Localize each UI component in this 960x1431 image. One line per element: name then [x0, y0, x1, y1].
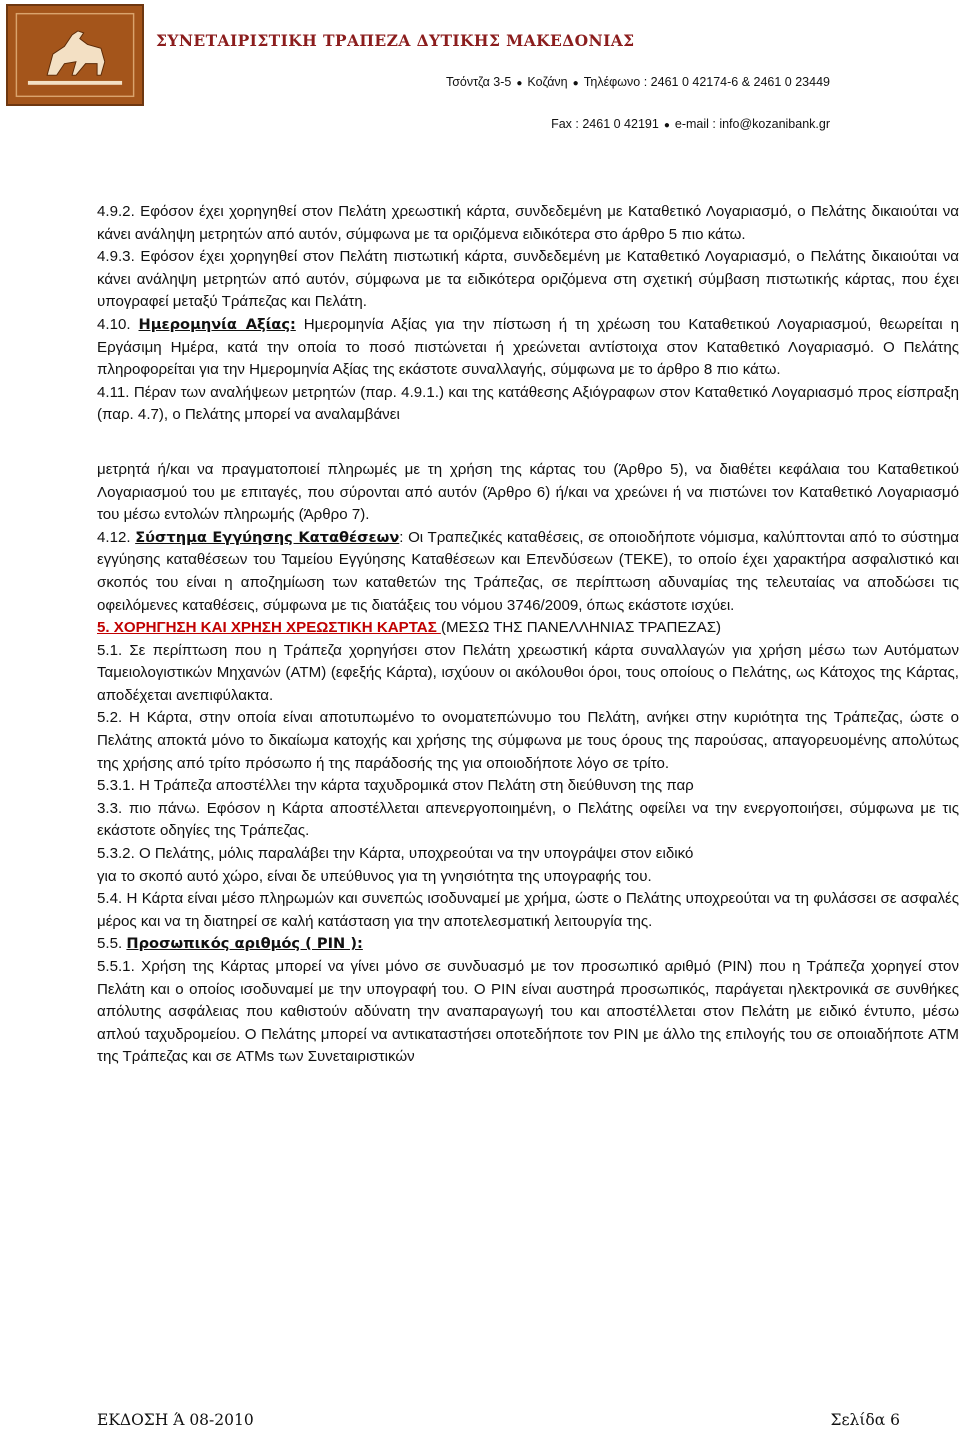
city: Κοζάνη: [527, 75, 568, 89]
paragraph-5-3-1-first-line: 5.3.1. Η Τράπεζα αποστέλλει την κάρτα ταχυδρομικά στον Πελάτη στη διεύθυνση της παρ: [97, 777, 694, 795]
pin-heading: Προσωπικός αριθμός ( PIN ):: [126, 935, 363, 953]
footer-edition: ΕΚΔΟΣΗ Ά 08-2010: [97, 1411, 254, 1429]
bullet-icon: ●: [516, 78, 523, 89]
bullet-icon: ●: [663, 120, 670, 131]
paragraph-5-4: 5.4. Η Κάρτα είναι μέσο πληρωμών και συνεπώς ισοδυναμεί με χρήμα, ώστε ο Πελάτης υποχρεούται να τη φυλάσσει σε ασφαλές μέρος και να τη διατηρεί σε καλή κατάσταση για την αποτελεσματική λειτουργία της.: [97, 890, 959, 930]
paragraph-5-1: 5.1. Σε περίπτωση που η Τράπεζα χορηγήσει στον Πελάτη χρεωστική κάρτα συναλλαγών για χρήση μέσω των Αυτόματων Ταμειολογιστικών Μηχανών (ΑΤΜ) (εφεξής Κάρτα), ισχύουν οι ακόλουθοι όροι, τους οποίους ο Πελάτης, ως Κάτοχος της Κάρτας, αποδέχεται ανεπιφύλακτα.: [97, 641, 959, 704]
paragraph-5-3-1-rest: 3.3. πιο πάνω. Εφόσον η Κάρτα αποστέλλεται απενεργοποιημένη, ο Πελάτης οφείλει να την ενεργοποιήσει, σύμφωνα με τις εκάστοτε οδηγίες της Τράπεζας.: [97, 799, 959, 840]
section-title: 5. ΧΟΡΗΓΗΣΗ ΚΑΙ ΧΡΗΣΗ ΧΡΕΩΣΤΙΚΗ ΚΑΡΤΑΣ: [97, 619, 441, 637]
paragraph-5-2: 5.2. Η Κάρτα, στην οποία είναι αποτυπωμένο το ονοματεπώνυμο του Πελάτη, ανήκει στην κυριότητα της Τράπεζας, ώστε ο Πελάτης αποκτά μόνο το δικαίωμα κατοχής και χρήσης της σύμφωνα με τους όρους της παρούσας, απαγορευομένης απολύτως της χρήσης από τρίτο πρόσωπο ή της παράδοσής της για οποιοδήποτε λόγο σε τρίτο.: [97, 709, 959, 772]
bank-logo: [6, 4, 144, 106]
bank-name: ΣΥΝΕΤΑΙΡΙΣΤΙΚΗ ΤΡΑΠΕΖΑ ΔΥΤΙΚΗΣ ΜΑΚΕΔΟΝΙΑΣ: [156, 31, 635, 50]
paragraph-5-5: [97, 933, 959, 956]
section-title-tail: (ΜΕΣΩ ΤΗΣ ΠΑΝΕΛΛΗΝΙΑΣ ΤΡΑΠΕΖΑΣ): [440, 619, 722, 637]
phone: Τηλέφωνο : 2461 0 42174-6 & 2461 0 23449: [583, 75, 830, 89]
ancient-coin-horse-icon: [8, 6, 142, 104]
footer-page-number: Σελίδα 6: [830, 1411, 900, 1429]
paragraph-5-3-2-first-line: 5.3.2. Ο Πελάτης, μόλις παραλάβει την Κάρτα, υποχρεούται να την υπογράψει στον ειδικό: [97, 845, 694, 863]
value-date-heading: Ημερομηνία Αξίας:: [138, 315, 296, 333]
paragraph-4-12: [97, 527, 959, 617]
paragraph-text: : Οι Τραπεζικές καταθέσεις, σε οποιοδήποτε νόμισμα, καλύπτονται από το σύστημα εγγύησης καταθέσεων του Ταμείου Εγγύησης Καταθέσεων και Επενδύσεων (ΤΕΚΕ), το οποίο έχει χαρακτήρα ασφαλιστικό και σκοπός του είναι η αποζημίωση των καταθετών της Τράπεζας, σε περίπτωση αδυναμίας της τελευταίας να αποδώσει τις οφειλόμενες καταθέσεις, σύμφωνα με τις διατάξεις του νόμου 3746/2009, όπως εκάστοτε ισχύει.: [97, 528, 959, 614]
paragraph-number: 4.12.: [97, 528, 131, 546]
deposit-guarantee-heading: Σύστημα Εγγύησης Καταθέσεων: [135, 528, 400, 546]
fax: Fax : 2461 0 42191: [551, 117, 659, 131]
contact-line-address: [446, 75, 830, 89]
email: e-mail : info@kozanibank.gr: [674, 117, 830, 131]
paragraph-5-5-1: 5.5.1. Χρήση της Κάρτας μπορεί να γίνει μόνο σε συνδυασμό με τον προσωπικό αριθμό (PIN) που η Τράπεζα χορηγεί στον Πελάτη και ο οποίος ισοδυναμεί με την υπογραφή του. Ο PIN είναι αυστηρά προσωπικός, παράγεται ηλεκτρονικά σε συνθήκες απόλυτης ασφάλειας που καθιστούν αδύνατη την αναπαραγωγή του και αποστέλλεται στον Πελάτη με ειδικό έντυπο, μέσω απλού ταχυδρομείου. Ο Πελάτης μπορεί να αντικαταστήσει οποτεδήποτε τον PIN με άλλο της επιλογής του σε οποιαδήποτε ATM της Τράπεζας και σε ATMs των Συνεταιριστικών: [97, 958, 959, 1066]
paragraph-text: Ημερομηνία Αξίας για την πίστωση ή τη χρέωση του Καταθετικού Λογαριασμού, θεωρείται η Εργάσιμη Ημέρα, κατά την οποία το ποσό πιστώνεται ή χρεώνεται αντίστοιχα στον Καταθετικό Λογαριασμό. Ο Πελάτης πληροφορείται για την Ημερομηνία Αξίας της εκάστοτε συναλλαγής, σύμφωνα με το άρθρο 8 πιο κάτω.: [97, 315, 959, 379]
paragraph-number: 5.5.: [97, 935, 123, 953]
paragraph-4-9-2: 4.9.2. Εφόσον έχει χορηγηθεί στον Πελάτη χρεωστική κάρτα, συνδεδεμένη με Καταθετικό Λογαριασμό, ο Πελάτης δικαιούται να κάνει ανάληψη μετρητών από αυτόν, σύμφωνα με τα οριζόμενα ειδικότερα στο άρθρο 5 πιο κάτω.: [97, 203, 959, 243]
paragraph-4-9-3: 4.9.3. Εφόσον έχει χορηγηθεί στον Πελάτη πιστωτική κάρτα, συνδεδεμένη με Καταθετικό Λογαριασμό, ο Πελάτης δικαιούται να κάνει ανάληψη μετρητών από αυτόν, σύμφωνα με τα ειδικότερα οριζόμενα στη σχετική σύμβαση πιστωτικής κάρτας, που έχει υπογραφεί μεταξύ Τράπεζας και Πελάτη.: [97, 248, 959, 311]
paragraph-number: 4.10.: [97, 315, 131, 333]
paragraph-continued: μετρητά ή/και να πραγματοποιεί πληρωμές με τη χρήση της κάρτας του (Άρθρο 5), να διαθέτει κεφάλαια του Καταθετικού Λογαριασμού του με επιταγές, που σύρονται από αυτόν (Άρθρο 6) ή/και να χρεώνει ή να πιστώνει τον Καταθετικό Λογαριασμό του μέσω εντολών πληρωμής (Άρθρο 7).: [97, 460, 959, 524]
paragraph-4-11: 4.11. Πέραν των αναλήψεων μετρητών (παρ. 4.9.1.) και της κατάθεσης Αξιόγραφων στον Καταθετικό Λογαριασμό προς είσπραξη (παρ. 4.7), ο Πελάτης μπορεί να αναλαμβάνει: [97, 383, 959, 424]
contact-line-fax: [551, 117, 830, 131]
paragraph-5-3-2-rest: για το σκοπό αυτό χώρο, είναι δε υπεύθυνος για τη γνησιότητα της υπογραφής του.: [97, 867, 652, 885]
document-body: [97, 201, 959, 1069]
address: Τσόντζα 3-5: [445, 75, 512, 89]
section-5-heading: [97, 617, 959, 640]
paragraph-4-10: [97, 314, 959, 382]
bullet-icon: ●: [572, 78, 579, 89]
